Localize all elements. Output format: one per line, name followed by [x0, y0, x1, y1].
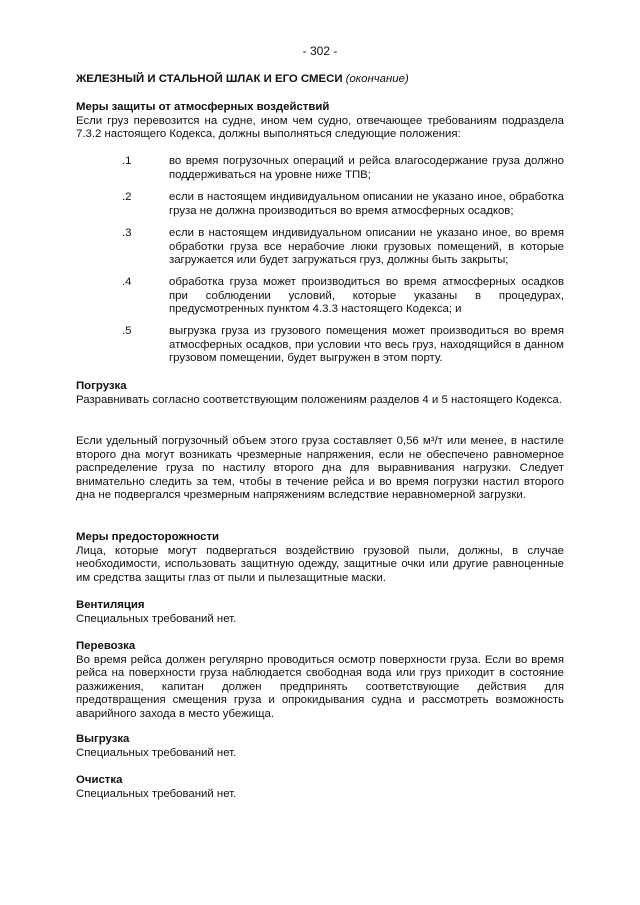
- section-text: Специальных требований нет.: [76, 612, 237, 625]
- page-number: - 302 -: [302, 44, 338, 58]
- section-text: Специальных требований нет.: [76, 787, 237, 800]
- section-text: Специальных требований нет.: [76, 746, 237, 759]
- section-heading: Очистка: [76, 774, 123, 786]
- section-heading: Перевозка: [76, 640, 136, 652]
- section-carriage: [76, 640, 564, 721]
- section-heading: Выгрузка: [76, 733, 130, 745]
- item-number: .1: [122, 155, 132, 167]
- section-precautions: [76, 531, 564, 585]
- item-text: выгрузка груза из грузового помещения может производиться во время атмосферных осадков, при условии что весь груз, находящийся в данном грузовом помещении, будет выгружен в этом порту.: [169, 325, 564, 364]
- loading-paragraph-1: Разравнивать согласно соответствующим положениям разделов 4 и 5 настоящего Кодекса.: [76, 393, 562, 406]
- item-text: если в настоящем индивидуальном описании не указано иное, обработка груза не должна производиться во время атмосферных осадков;: [169, 191, 564, 217]
- section-heading: Вентиляция: [76, 599, 145, 611]
- section-text: Во время рейса должен регулярно проводиться осмотр поверхности груза. Если во время рейса на поверхности груза наблюдается свободная вода или груз приходит в состояние разжижения, капитан должен предпринять соответствующие действия для предотвращения смещения груза и опрокидывания судна и рассмотреть возможность аварийного захода в место убежища.: [76, 653, 564, 720]
- section-discharge: [76, 733, 564, 760]
- section-heading: Меры предосторожности: [76, 531, 220, 543]
- section-loading-cont: [76, 435, 564, 503]
- section-intro: Если груз перевозится на судне, ином чем судно, отвечающее требованиям подраздела 7.3.2 настоящего Кодекса, должны выполняться следующие положения:: [76, 114, 564, 140]
- loading-paragraph-2: Если удельный погрузочный объем этого груза составляет 0,56 м³/т или менее, в настиле второго дна могут возникать чрезмерные напряжения, если не обеспечено равномерное распределение груза по настилу второго дна для выравнивания нагрузки. Следует внимательно следить за тем, чтобы в течение рейса и во время погрузки настил второго дна не подвергался чрезмерным напряжениям вследствие неравномерной загрузки.: [76, 435, 564, 501]
- title-main: ЖЕЛЕЗНЫЙ И СТАЛЬНОЙ ШЛАК И ЕГО СМЕСИ: [76, 73, 343, 85]
- item-number: .2: [122, 191, 132, 203]
- item-text: во время погрузочных операций и рейса влагосодержание груза должно поддерживаться на уровне ниже ТПВ;: [169, 155, 564, 181]
- item-text: обработка груза может производиться во время атмосферных осадков при соблюдении условий, которые указаны в процедурах, предусмотренных пунктом 4.3.3 настоящего Кодекса; и: [169, 276, 564, 315]
- item-number: .4: [122, 276, 132, 288]
- section-heading: Меры защиты от атмосферных воздействий: [76, 101, 330, 113]
- section-heading: Погрузка: [76, 380, 127, 392]
- section-loading: [76, 380, 564, 407]
- section-weather: [76, 101, 564, 142]
- document-title: [76, 72, 409, 86]
- section-cleaning: [76, 774, 564, 801]
- item-number: .3: [122, 227, 132, 239]
- item-number: .5: [122, 325, 132, 337]
- title-suffix: (окончание): [345, 73, 409, 85]
- section-ventilation: [76, 599, 564, 626]
- section-text: Лица, которые могут подвергаться воздействию грузовой пыли, должны, в случае необходимости, использовать защитную одежду, защитные очки или другие равноценные им средства защиты глаз от пыли и пылезащитные маски.: [76, 544, 564, 584]
- item-text: если в настоящем индивидуальном описании не указано иное, во время обработки груза все нерабочие люки грузовых помещений, в которые загружается или будет загружаться груз, должны быть закрыты;: [169, 227, 564, 266]
